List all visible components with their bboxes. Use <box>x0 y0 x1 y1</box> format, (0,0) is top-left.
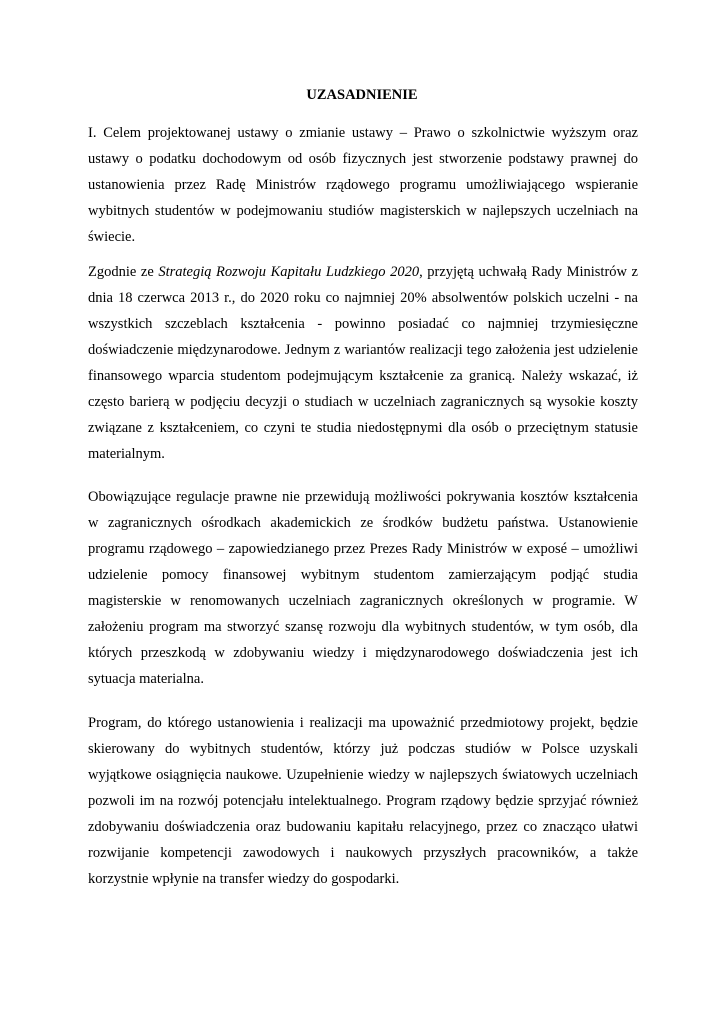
paragraph-4: Program, do którego ustanowienia i realizacji ma upoważnić przedmiotowy projekt, będzie skierowany do wybitnych studentów, którzy już podczas studiów w Polsce uzyskali wyjątkowe osiągnięcia naukowe. Uzupełnienie wiedzy w najlepszych światowych uczelniach pozwoli im na rozwój potencjału intelektualnego. Program rządowy będzie sprzyjać również zdobywaniu doświadczenia oraz budowaniu kapitału relacyjnego, przez co znacząco ułatwi rozwijanie kompetencji zawodowych i naukowych przyszłych pracowników, a także korzystnie wpłynie na transfer wiedzy do gospodarki. <box>88 715 638 887</box>
paragraph-2 <box>88 259 638 467</box>
document-title: UZASADNIENIE <box>306 87 418 103</box>
paragraph-2-text: , przyjętą uchwałą Rady Ministrów z dnia 18 czerwca 2013 r., do 2020 roku co najmniej 20% absolwentów polskich uczelni - na wszystkich szczeblach kształcenia - powinno posiadać co najmniej trzymiesięczne doświadczenie międzynarodowe. Jednym z wariantów realizacji tego założenia jest udzielenie finansowego wparcia studentom podejmującym kształcenie za granicą. Należy wskazać, iż często barierą w podjęciu decyzji o studiach w uczelniach zagranicznych są wysokie koszty związane z kształceniem, co czyni te studia niedostępnymi dla osób o przeciętnym statusie materialnym. <box>88 264 638 462</box>
paragraph-3: Obowiązujące regulacje prawne nie przewidują możliwości pokrywania kosztów kształcenia w zagranicznych ośrodkach akademickich ze środków budżetu państwa. Ustanowienie programu rządowego – zapowiedzianego przez Prezes Rady Ministrów w exposé – umożliwi udzielenie pomocy finansowej wybitnym studentom zamierzającym podjąć studia magisterskie w renomowanych uczelniach zagranicznych określonych w programie. W założeniu program ma stworzyć szansę rozwoju dla wybitnych studentów, w tym osób, dla których przeszkodą w zdobywaniu wiedzy i międzynarodowego doświadczenia jest ich sytuacja materialna. <box>88 489 638 687</box>
paragraph-2-prefix: Zgodnie ze <box>88 264 159 280</box>
paragraph-1: I. Celem projektowanej ustawy o zmianie ustawy – Prawo o szkolnictwie wyższym oraz ustawy o podatku dochodowym od osób fizycznych jest stworzenie podstawy prawnej do ustanowienia przez Radę Ministrów rządowego programu umożliwiającego wspieranie wybitnych studentów w podejmowaniu studiów magisterskich w najlepszych uczelniach na świecie. <box>88 125 638 245</box>
strategy-title: Strategią Rozwoju Kapitału Ludzkiego 2020 <box>158 264 420 280</box>
